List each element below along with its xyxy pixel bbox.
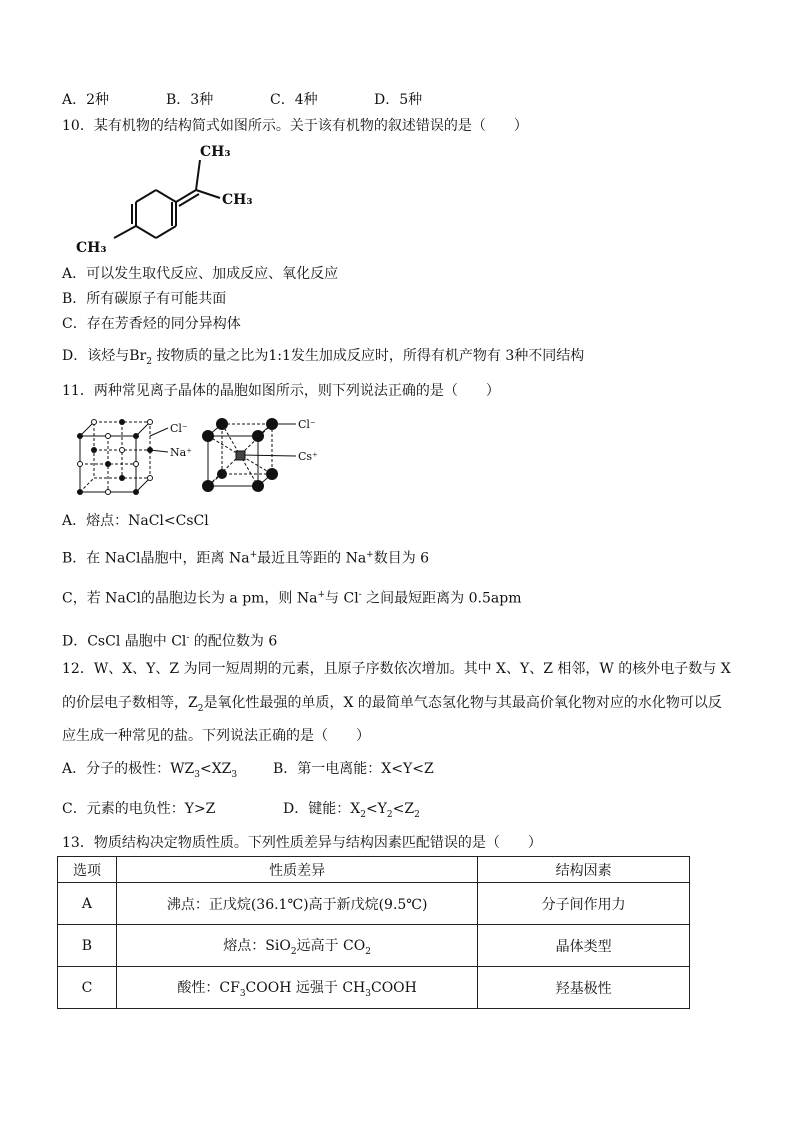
q10-molecule-figure (72, 140, 272, 260)
q11-stem: 11．两种常见离子晶体的晶胞如图所示，则下列说法正确的是（ ） (62, 383, 500, 399)
table-cell: 酸性：$CF_3COOH$ 远强于 $CH_3COOH$ (116, 967, 477, 1009)
table-header: 性质差异 (116, 857, 477, 883)
q12-line-3: 应生成一种常见的盐。下列说法正确的是（ ） (62, 728, 370, 744)
q9-options (62, 91, 478, 109)
q9-option-a: A．2种 (62, 92, 110, 108)
q12-line-1: 12．W、X、Y、Z 为同一短周期的元素，且原子序数依次增加。其中 X、Y、Z 相邻，W 的核外电子数与 X (62, 661, 731, 677)
table-header-row (58, 857, 690, 883)
q11-crystal-figure (72, 412, 352, 502)
q11-option-d: D．CsCl 晶胞中 Cl- 的配位数为 6 (62, 633, 278, 650)
table-row (58, 925, 690, 967)
table-header: 结构因素 (478, 857, 690, 883)
q9-option-d: D．5种 (374, 92, 423, 108)
cscl-cs-label: Cs⁺ (298, 450, 318, 463)
q11-option-b: B．在 NaCl晶胞中，距离 Na+最近且等距的 Na+数目为 6 (62, 550, 430, 567)
table-cell: 沸点：正戊烷(36.1℃)高于新戊烷(9.5℃) (116, 883, 477, 925)
q11-option-a: A．熔点：NaCl<CsCl (62, 513, 209, 529)
table-cell: B (58, 925, 117, 967)
nacl-na-label: Na⁺ (170, 446, 192, 459)
nacl-cl-label: Cl⁻ (170, 422, 188, 435)
table-cell: 熔点：SiO$_2$远高于 $CO_2$ (116, 925, 477, 967)
q9-option-c: C．4种 (270, 92, 318, 108)
q10-option-d: D．该烃与$Br_2$ 按物质的量之比为1:1发生加成反应时，所得有机产物有 3种不同结构 (62, 348, 585, 367)
q9-option-b: B．3种 (166, 92, 214, 108)
q10-option-c: C．存在芳香烃的同分异构体 (62, 316, 241, 332)
q12-options-ab: A．分子的极性：$WZ_3<XZ_3$ B．第一电离能：X<Y<Z (62, 761, 434, 780)
table-cell: 羟基极性 (478, 967, 690, 1009)
table-cell: 分子间作用力 (478, 883, 690, 925)
table-cell: 晶体类型 (478, 925, 690, 967)
q12-line-2: 的价层电子数相等，$Z_2$是氧化性最强的单质，X 的最简单气态氢化物与其最高价氧化物对应的水化物可以反 (62, 695, 722, 714)
table-cell: A (58, 883, 117, 925)
q13-stem: 13．物质结构决定物质性质。下列性质差异与结构因素匹配错误的是（ ） (62, 835, 542, 851)
q10-option-b: B．所有碳原子有可能共面 (62, 291, 227, 307)
table-row (58, 883, 690, 925)
cscl-cl-label: Cl⁻ (298, 418, 316, 431)
table-header: 选项 (58, 857, 117, 883)
q10-label-right: CH₃ (222, 192, 253, 208)
q10-label-top: CH₃ (200, 144, 231, 160)
q10-option-a: A．可以发生取代反应、加成反应、氧化反应 (62, 266, 339, 282)
table-row (58, 967, 690, 1009)
q11-option-c: C，若 NaCl的晶胞边长为 a pm，则 Na+与 Cl- 之间最短距离为 0.5apm (62, 590, 522, 607)
q10-stem: 10．某有机物的结构简式如图所示。关于该有机物的叙述错误的是（ ） (62, 118, 528, 134)
q10-label-left: CH₃ (76, 240, 107, 256)
table-cell: C (58, 967, 117, 1009)
q13-table (57, 856, 690, 1009)
q12-options-cd: C．元素的电负性：Y>Z D．键能：$X_2<Y_2<Z_2$ (62, 801, 420, 820)
